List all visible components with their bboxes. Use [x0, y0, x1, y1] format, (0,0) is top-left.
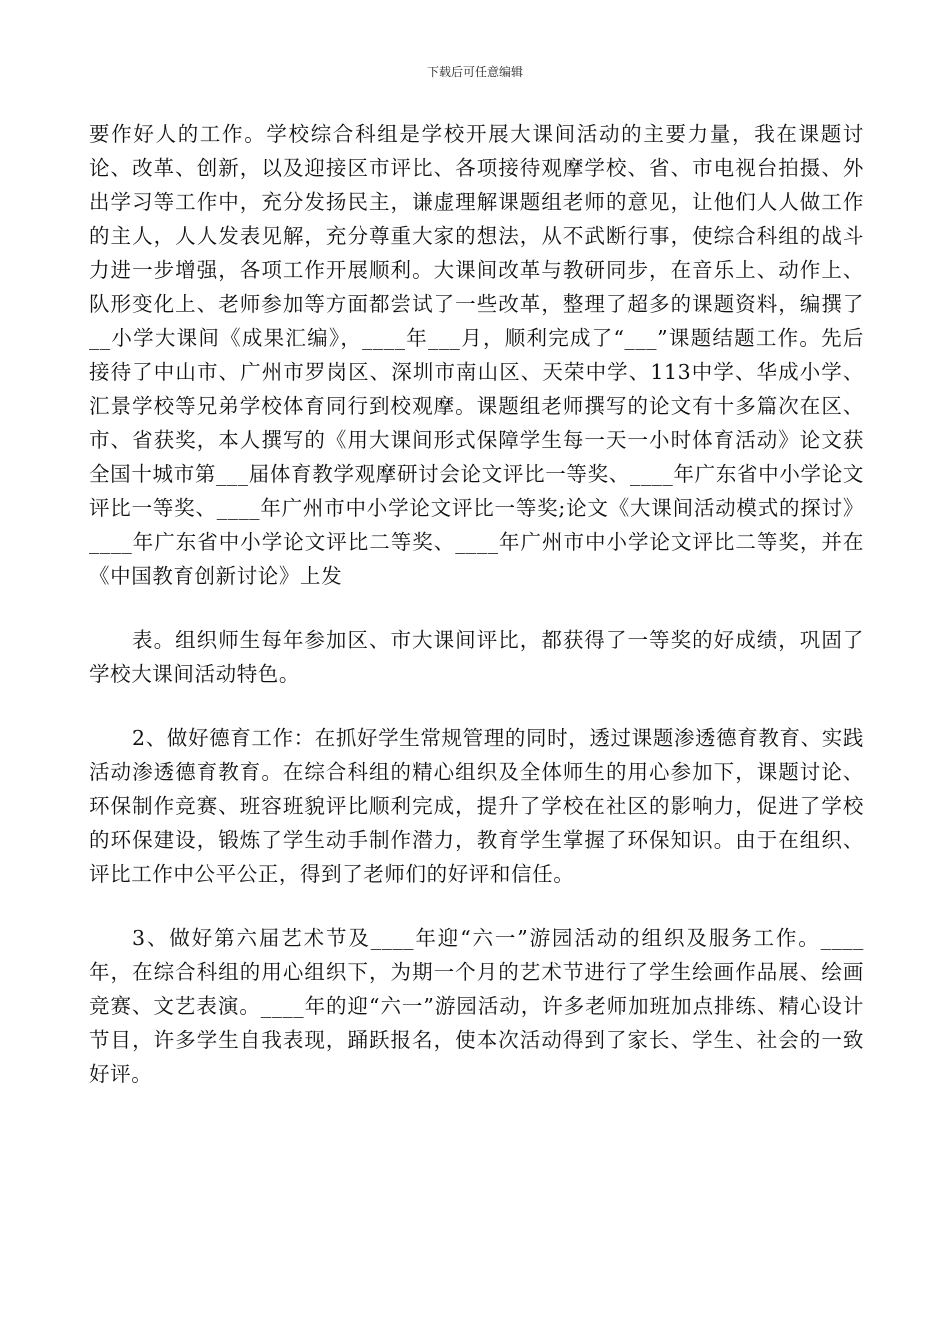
- paragraph-publication-honors: 表。组织师生每年参加区、市大课间评比，都获得了一等奖的好成绩，巩固了学校大课间活动特色。: [89, 628, 864, 686]
- paragraph-moral-education: 2、做好德育工作：在抓好学生常规管理的同时，透过课题渗透德育教育、实践活动渗透德育教育。在综合科组的精心组织及全体师生的用心参加下，课题讨论、环保制作竞赛、班容班貌评比顺利完成，提升了学校在社区的影响力，促进了学校的环保建设，锻炼了学生动手制作潜力，教育学生掌握了环保知识。由于在组织、评比工作中公平公正，得到了老师们的好评和信任。: [89, 726, 864, 886]
- page-header: 下载后可任意编辑: [426, 65, 523, 79]
- paragraph-art-festival: 3、做好第六届艺术节及____年迎“六一”游园活动的组织及服务工作。____年，在综合科组的用心组织下，为期一个月的艺术节进行了学生绘画作品展、绘画竞赛、文艺表演。____年的迎“六一”游园活动，许多老师加班加点排练、精心设计节目，许多学生自我表现，踊跃报名，使本次活动得到了家长、学生、社会的一致好评。: [89, 926, 864, 1086]
- document-body: [89, 117, 864, 1091]
- paragraph-continuation: 要作好人的工作。学校综合科组是学校开展大课间活动的主要力量，我在课题讨论、改革、创新，以及迎接区市评比、各项接待观摩学校、省、市电视台拍摄、外出学习等工作中，充分发扬民主，谦虚理解课题组老师的意见，让他们人人做工作的主人，人人发表见解，充分尊重大家的想法，从不武断行事，使综合科组的战斗力进一步增强，各项工作开展顺利。大课间改革与教研同步，在音乐上、动作上、队形变化上、老师参加等方面都尝试了一些改革，整理了超多的课题资料，编撰了__小学大课间《成果汇编》，____年___月，顺利完成了“___”课题结题工作。先后接待了中山市、广州市罗岗区、深圳市南山区、天荣中学、113中学、华成小学、汇景学校等兄弟学校体育同行到校观摩。课题组老师撰写的论文有十多篇次在区、市、省获奖，本人撰写的《用大课间形式保障学生每一天一小时体育活动》论文获全国十城市第___届体育教学观摩研讨会论文评比一等奖、____年广东省中小学论文评比一等奖、____年广州市中小学论文评比一等奖;论文《大课间活动模式的探讨》____年广东省中小学论文评比二等奖、____年广州市中小学论文评比二等奖，并在《中国教育创新讨论》上发: [89, 122, 864, 588]
